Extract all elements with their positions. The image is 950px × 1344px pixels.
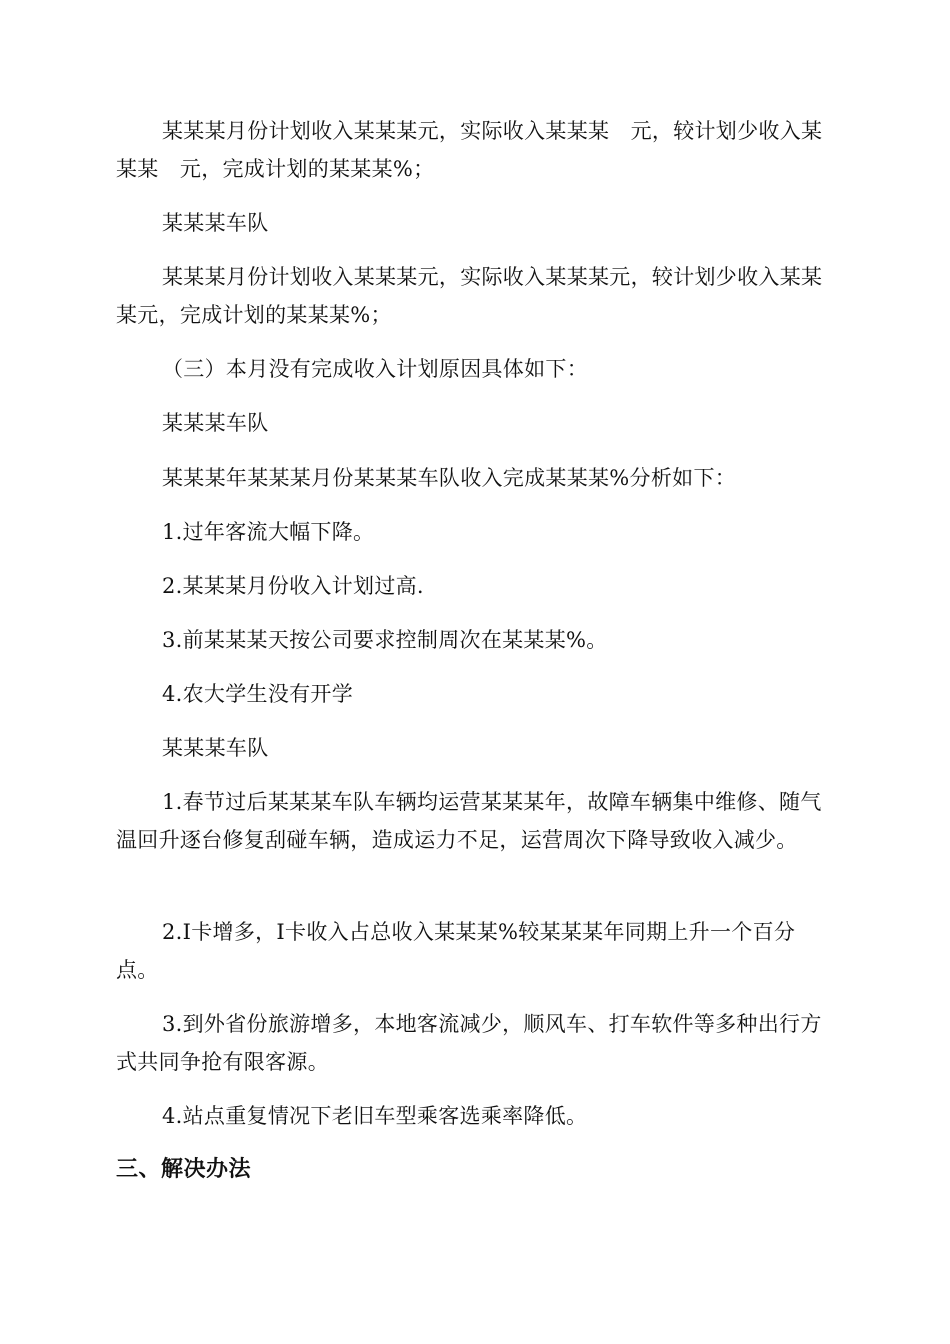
paragraph-revenue-summary-2: 某某某月份计划收入某某某元，实际收入某某某元，较计划少收入某某某元，完成计划的某某某%； <box>116 265 823 327</box>
paragraph-analysis-intro: 某某某年某某某月份某某某车队收入完成某某某%分析如下： <box>162 466 737 490</box>
paragraph-reason-2: 2.某某某月份收入计划过高. <box>162 574 424 598</box>
paragraph-fleet-reason-2: 2.I卡增多，I卡收入占总收入某某某%较某某某年同期上升一个百分点。 <box>116 920 796 982</box>
paragraph-reason-4: 4.农大学生没有开学 <box>162 682 354 706</box>
paragraph-revenue-summary-1: 某某某月份计划收入某某某元，实际收入某某某 元，较计划少收入某某某 元，完成计划的某某某%； <box>116 119 823 181</box>
section-heading-solutions: 三、解决办法 <box>116 1157 252 1182</box>
paragraph-reason-1: 1.过年客流大幅下降。 <box>162 520 375 544</box>
paragraph-reasons-intro: （三）本月没有完成收入计划原因具体如下： <box>162 357 588 381</box>
paragraph-fleet-label-2: 某某某车队 <box>162 411 269 435</box>
paragraph-fleet-reason-4: 4.站点重复情况下老旧车型乘客选乘率降低。 <box>162 1104 588 1128</box>
paragraph-reason-3: 3.前某某某天按公司要求控制周次在某某某%。 <box>162 628 608 652</box>
paragraph-fleet-label-3: 某某某车队 <box>162 736 269 760</box>
paragraph-fleet-label-1: 某某某车队 <box>162 211 269 235</box>
paragraph-fleet-reason-3: 3.到外省份旅游增多，本地客流减少，顺风车、打车软件等多种出行方式共同争抢有限客源。 <box>116 1012 822 1074</box>
paragraph-fleet-reason-1: 1.春节过后某某某车队车辆均运营某某某年，故障车辆集中维修、随气温回升逐台修复刮碰车辆，造成运力不足，运营周次下降导致收入减少。 <box>116 790 822 852</box>
